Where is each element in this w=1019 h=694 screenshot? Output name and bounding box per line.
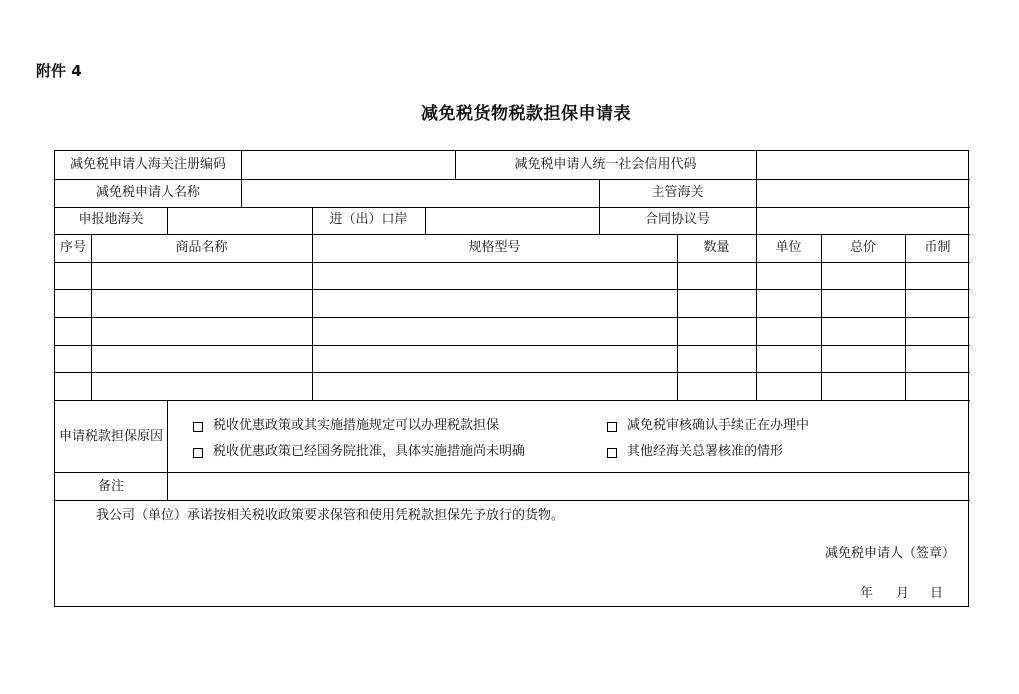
remarks-label: 备注 [97, 479, 124, 494]
credit-code-label: 减免税申请人统一社会信用代码 [514, 157, 697, 172]
applicant-name-field[interactable] [242, 180, 598, 206]
table-row[interactable] [55, 289, 970, 317]
declare-customs-label: 申报地海关 [78, 212, 144, 227]
reason-checkbox-3[interactable] [193, 448, 203, 458]
reason-option-1: 税收优惠政策或其实施措施规定可以办理税款担保 [213, 418, 500, 433]
reason-checkbox-1[interactable] [193, 422, 203, 432]
port-label: 进（出）口岸 [329, 212, 408, 227]
table-row[interactable] [55, 262, 970, 289]
row-divider [55, 400, 970, 401]
row-divider [55, 234, 970, 235]
competent-customs-field[interactable] [757, 180, 969, 206]
reason-option-2: 减免税审核确认手续正在办理中 [627, 418, 810, 433]
row-divider [55, 500, 970, 501]
table-row[interactable] [55, 317, 970, 345]
remarks-field[interactable] [168, 473, 969, 499]
commitment-text: 我公司（单位）承诺按相关税收政策要求保管和使用凭税款担保先予放行的货物。 [96, 508, 565, 523]
table-row[interactable] [55, 372, 970, 400]
attachment-label: 附件 4 [36, 62, 82, 80]
col-header-spec: 规格型号 [468, 240, 521, 255]
col-header-seq: 序号 [59, 240, 86, 255]
reason-checkbox-2[interactable] [607, 422, 617, 432]
date-day-label: 日 [930, 586, 944, 601]
reason-option-3: 税收优惠政策已经国务院批准，具体实施措施尚未明确 [213, 444, 526, 459]
col-header-product-name: 商品名称 [175, 240, 228, 255]
contract-field[interactable] [757, 208, 969, 233]
date-month-label: 月 [896, 586, 910, 601]
table-row[interactable] [55, 345, 970, 372]
application-form [54, 150, 969, 607]
col-header-total: 总价 [849, 240, 876, 255]
applicant-name-label: 减免税申请人名称 [95, 185, 200, 200]
reason-option-4: 其他经海关总署核准的情形 [627, 444, 784, 459]
form-title: 减免税货物税款担保申请表 [421, 104, 631, 124]
port-field[interactable] [426, 208, 598, 233]
credit-code-field[interactable] [757, 152, 969, 178]
reg-code-field[interactable] [242, 152, 454, 178]
col-header-currency: 币制 [924, 240, 951, 255]
col-header-quantity: 数量 [703, 240, 730, 255]
reason-checkbox-4[interactable] [607, 448, 617, 458]
signature-label: 减免税申请人（签章） [825, 546, 956, 561]
reason-label: 申请税款担保原因 [58, 429, 163, 444]
date-year-label: 年 [860, 586, 874, 601]
declare-customs-field[interactable] [168, 208, 311, 233]
competent-customs-label: 主管海关 [651, 185, 704, 200]
contract-label: 合同协议号 [644, 212, 710, 227]
col-header-unit: 单位 [775, 240, 802, 255]
reg-code-label: 减免税申请人海关注册编码 [69, 157, 226, 172]
